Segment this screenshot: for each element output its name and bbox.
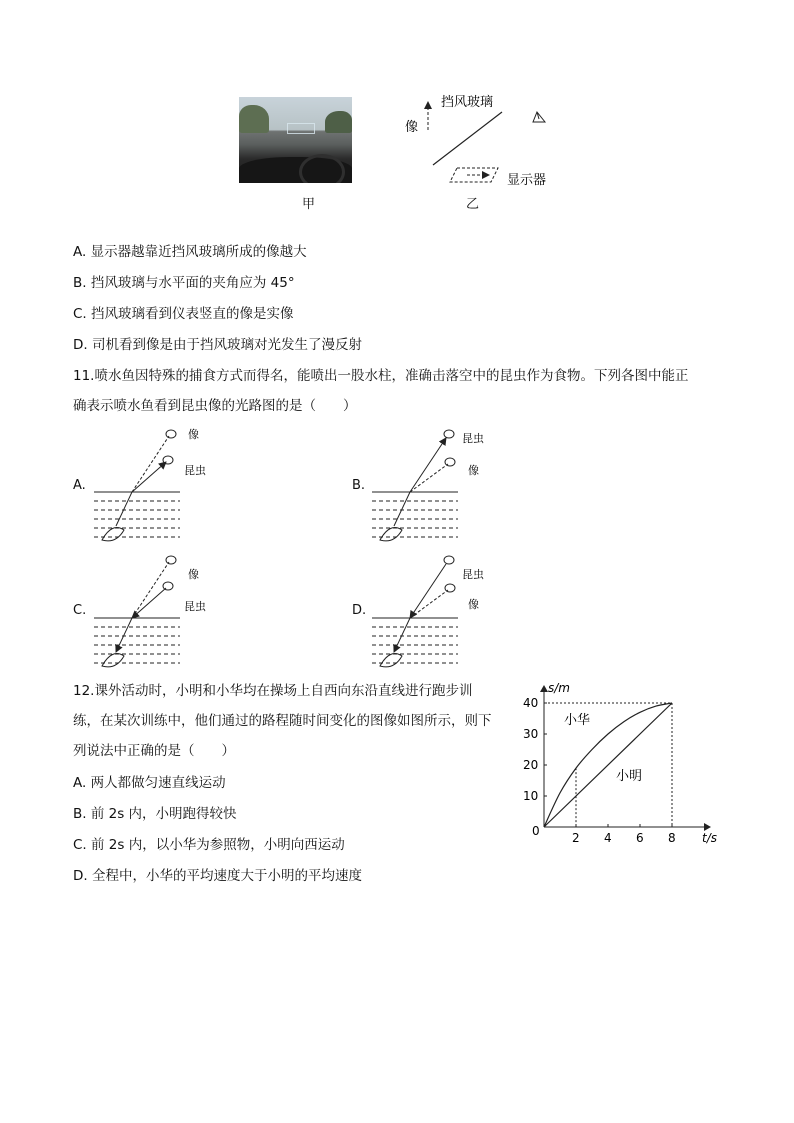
q10-option-c: C. 挡风玻璃看到仪表竖直的像是实像: [73, 306, 294, 322]
x-tick-label: 4: [604, 831, 612, 845]
q11-option-d-diagram: [366, 548, 506, 676]
q12-stem-line1: 12.课外活动时，小明和小华均在操场上自西向东沿直线进行跑步训: [73, 683, 473, 699]
q11-stem-line2: 确表示喷水鱼看到昆虫像的光路图的是（ ）: [73, 398, 357, 414]
q12-option-a: A. 两人都做匀速直线运动: [73, 775, 226, 791]
st-chart: [510, 672, 730, 850]
y-tick-label: 20: [523, 758, 539, 772]
origin-label: 0: [532, 824, 540, 838]
q10-option-a: A. 显示器越靠近挡风玻璃所成的像越大: [73, 244, 307, 260]
q11-c-top-label: 像: [188, 568, 199, 581]
q11-option-a-diagram: [88, 422, 228, 550]
q11-option-b-letter: B.: [352, 478, 366, 493]
label-display: 显示器: [507, 173, 547, 188]
q12-option-d: D. 全程中，小华的平均速度大于小明的平均速度: [73, 868, 362, 884]
q10-option-b: B. 挡风玻璃与水平面的夹角应为 45°: [73, 275, 295, 291]
eye-icon: [533, 112, 545, 122]
label-windshield: 挡风玻璃: [441, 95, 494, 110]
q11-option-b-diagram: [366, 422, 506, 550]
q11-stem-line1: 11.喷水鱼因特殊的捕食方式而得名，能喷出一股水柱，准确击落空中的昆虫作为食物。下列各图中能正: [73, 368, 689, 384]
q12-stem-line2: 练，在某次训练中，他们通过的路程随时间变化的图像如图所示，则下: [73, 713, 492, 729]
caption-jia: 甲: [302, 197, 316, 212]
hud-diagram: [395, 90, 565, 210]
q11-option-c-diagram: [88, 548, 228, 676]
y-tick-label: 10: [523, 789, 539, 803]
q11-d-top-label: 昆虫: [462, 568, 484, 581]
y-axis-label: s/m: [548, 681, 570, 695]
hud-photo: [239, 97, 352, 183]
y-tick-label: 40: [523, 696, 539, 710]
q10-option-d: D. 司机看到像是由于挡风玻璃对光发生了漫反射: [73, 337, 362, 353]
caption-yi: 乙: [466, 197, 480, 212]
q12-option-b: B. 前 2s 内，小明跑得较快: [73, 806, 237, 822]
series-label-xiaohua: 小华: [564, 713, 591, 728]
windshield-line: [433, 112, 502, 165]
x-tick-label: 2: [572, 831, 580, 845]
x-tick-label: 8: [668, 831, 676, 845]
x-axis-label: t/s: [702, 831, 717, 845]
hud-projection: [287, 123, 315, 134]
x-tick-label: 6: [636, 831, 644, 845]
q12-option-c: C. 前 2s 内，以小华为参照物，小明向西运动: [73, 837, 345, 853]
q11-b-top-label: 昆虫: [462, 432, 484, 445]
q11-b-bottom-label: 像: [468, 464, 479, 477]
q12-stem-line3: 列说法中正确的是（ ）: [73, 743, 235, 759]
series-label-xiaoming: 小明: [616, 769, 643, 784]
q11-d-bottom-label: 像: [468, 598, 479, 611]
label-image: 像: [405, 120, 419, 135]
q11-a-top-label: 像: [188, 428, 199, 441]
q11-option-d-letter: D.: [352, 603, 367, 618]
y-tick-label: 30: [523, 727, 539, 741]
q11-a-bottom-label: 昆虫: [184, 464, 206, 477]
q11-option-a-letter: A.: [73, 478, 86, 493]
q11-c-bottom-label: 昆虫: [184, 600, 206, 613]
q11-option-c-letter: C.: [73, 603, 87, 618]
steering-wheel: [299, 154, 345, 183]
